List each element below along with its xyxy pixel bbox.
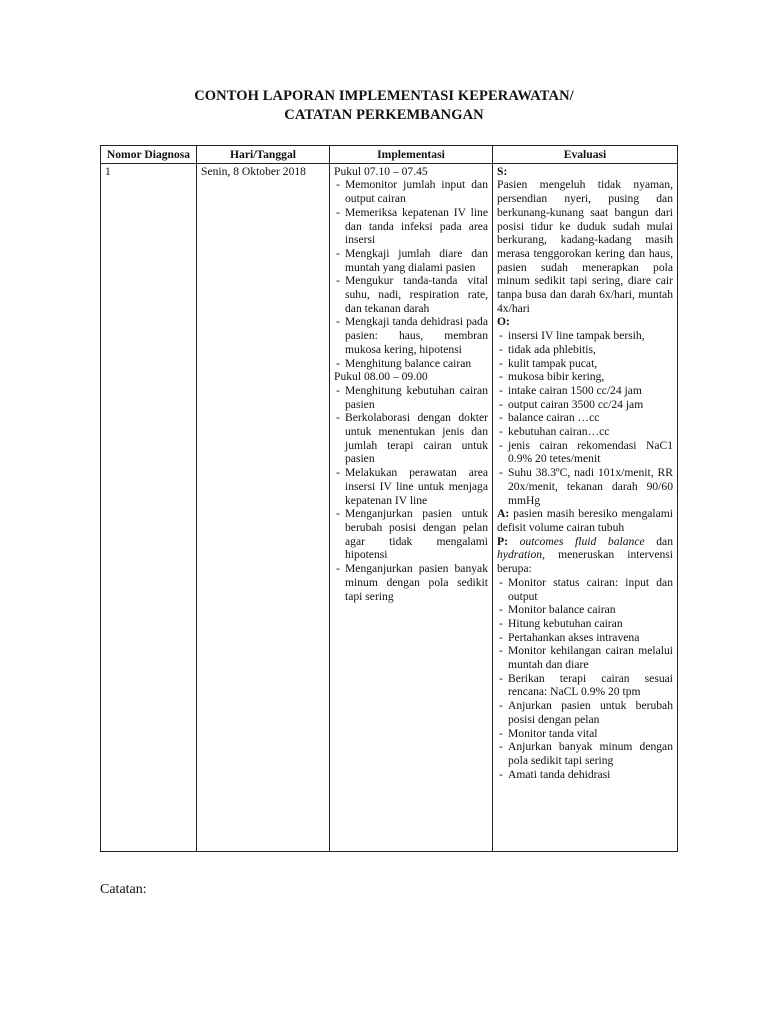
- evaluasi-a-paragraph: [497, 507, 673, 534]
- list-item: - Memeriksa kepatenan IV line dan tanda infeksi pada area insersi: [334, 206, 488, 247]
- list-item: - Anjurkan banyak minum dengan pola sedikit tapi sering: [497, 740, 673, 767]
- list-item: - intake cairan 1500 cc/24 jam: [497, 384, 673, 398]
- list-item: - Hitung kebutuhan cairan: [497, 617, 673, 631]
- evaluasi-p-rest: , meneruskan intervensi berupa:: [497, 548, 673, 576]
- list-item: - Pertahankan akses intravena: [497, 631, 673, 645]
- evaluasi-o-list: [497, 329, 673, 507]
- header-evaluasi: Evaluasi: [493, 146, 678, 164]
- list-item: - Anjurkan pasien untuk berubah posisi dengan pelan: [497, 699, 673, 726]
- list-item: - kebutuhan cairan…cc: [497, 425, 673, 439]
- cell-nomor: 1: [101, 163, 197, 851]
- list-item: - jenis cairan rekomendasi NaC1 0.9% 20 tetes/menit: [497, 439, 673, 466]
- list-item: - Monitor kehilangan cairan melalui muntah dan diare: [497, 644, 673, 671]
- list-item: - Monitor balance cairan: [497, 603, 673, 617]
- list-item: - insersi IV line tampak bersih,: [497, 329, 673, 343]
- evaluasi-p-italic-1: outcomes fluid balance: [519, 534, 645, 548]
- list-item: - balance cairan …cc: [497, 411, 673, 425]
- list-item: - Berkolaborasi dengan dokter untuk menentukan jenis dan jumlah terapi cairan untuk pasien: [334, 411, 488, 466]
- list-item: - Monitor tanda vital: [497, 727, 673, 741]
- list-item: - Mengukur tanda-tanda vital suhu, nadi, respiration rate, dan tekanan darah: [334, 274, 488, 315]
- evaluasi-p-mid: dan: [656, 534, 673, 548]
- list-item: - output cairan 3500 cc/24 jam: [497, 398, 673, 412]
- list-item: - Monitor status cairan: input dan output: [497, 576, 673, 603]
- implementasi-time-2: Pukul 08.00 – 09.00: [334, 370, 428, 384]
- implementasi-time-1: Pukul 07.10 – 07.45: [334, 164, 428, 178]
- list-item: - mukosa bibir kering,: [497, 370, 673, 384]
- list-item: - Melakukan perawatan area insersi IV line untuk menjaga kepatenan IV line: [334, 466, 488, 507]
- header-nomor-diagnosa: Nomor Diagnosa: [101, 146, 197, 164]
- list-item: - Amati tanda dehidrasi: [497, 768, 673, 782]
- list-item: - Memonitor jumlah input dan output cairan: [334, 178, 488, 205]
- document-title-line-1: CONTOH LAPORAN IMPLEMENTASI KEPERAWATAN/: [194, 88, 574, 104]
- evaluasi-p-italic-2: hydration: [497, 548, 543, 562]
- header-implementasi: Implementasi: [330, 146, 493, 164]
- evaluasi-p-paragraph: [497, 535, 673, 576]
- table-row: [101, 163, 678, 851]
- implementasi-list-2: [334, 384, 488, 603]
- evaluasi-p-list: [497, 576, 673, 782]
- list-item: - Menghitung balance cairan: [334, 357, 488, 371]
- implementasi-list-1: [334, 178, 488, 370]
- cell-implementasi: [330, 163, 493, 851]
- evaluasi-s-label: S:: [497, 164, 508, 178]
- evaluasi-p-label: P:: [497, 534, 508, 548]
- list-item: - Berikan terapi cairan sesuai rencana: NaCL 0.9% 20 tpm: [497, 672, 673, 699]
- evaluasi-a-text: pasien masih beresiko mengalami defisit volume cairan tubuh: [497, 507, 673, 534]
- cell-evaluasi: [493, 163, 678, 851]
- catatan-label: Catatan:: [100, 882, 147, 897]
- list-item: - Menganjurkan pasien untuk berubah posisi dengan pelan agar tidak mengalami hipotensi: [334, 507, 488, 562]
- document-title-line-2: CATATAN PERKEMBANGAN: [284, 107, 484, 123]
- table-header-row: [101, 146, 678, 164]
- list-item: - kulit tampak pucat,: [497, 357, 673, 371]
- implementation-report-table: [100, 145, 678, 852]
- list-item: - tidak ada phlebitis,: [497, 343, 673, 357]
- header-hari-tanggal: Hari/Tanggal: [197, 146, 330, 164]
- evaluasi-o-label: O:: [497, 315, 510, 329]
- list-item: - Suhu 38.3ºC, nadi 101x/menit, RR 20x/menit, tekanan darah 90/60 mmHg: [497, 466, 673, 507]
- list-item: - Mengkaji jumlah diare dan muntah yang dialami pasien: [334, 247, 488, 274]
- cell-tanggal: Senin, 8 Oktober 2018: [197, 163, 330, 851]
- list-item: - Menganjurkan pasien banyak minum dengan pola sedikit tapi sering: [334, 562, 488, 603]
- evaluasi-a-label: A:: [497, 507, 510, 521]
- evaluasi-s-text: Pasien mengeluh tidak nyaman, persendian nyeri, pusing dan berkunang-kunang saat bangun dari posisi tidur ke duduk sudah mulai berkurang, kadang-kadang masih merasa tenggorokan kering dan haus, pasien sudah menerapkan pola minum sedikit tapi sering, diare cair tanpa busa dan darah 6x/hari, muntah 4x/hari: [497, 178, 673, 315]
- list-item: - Mengkaji tanda dehidrasi pada pasien: haus, membran mukosa kering, hipotensi: [334, 315, 488, 356]
- list-item: - Menghitung kebutuhan cairan pasien: [334, 384, 488, 411]
